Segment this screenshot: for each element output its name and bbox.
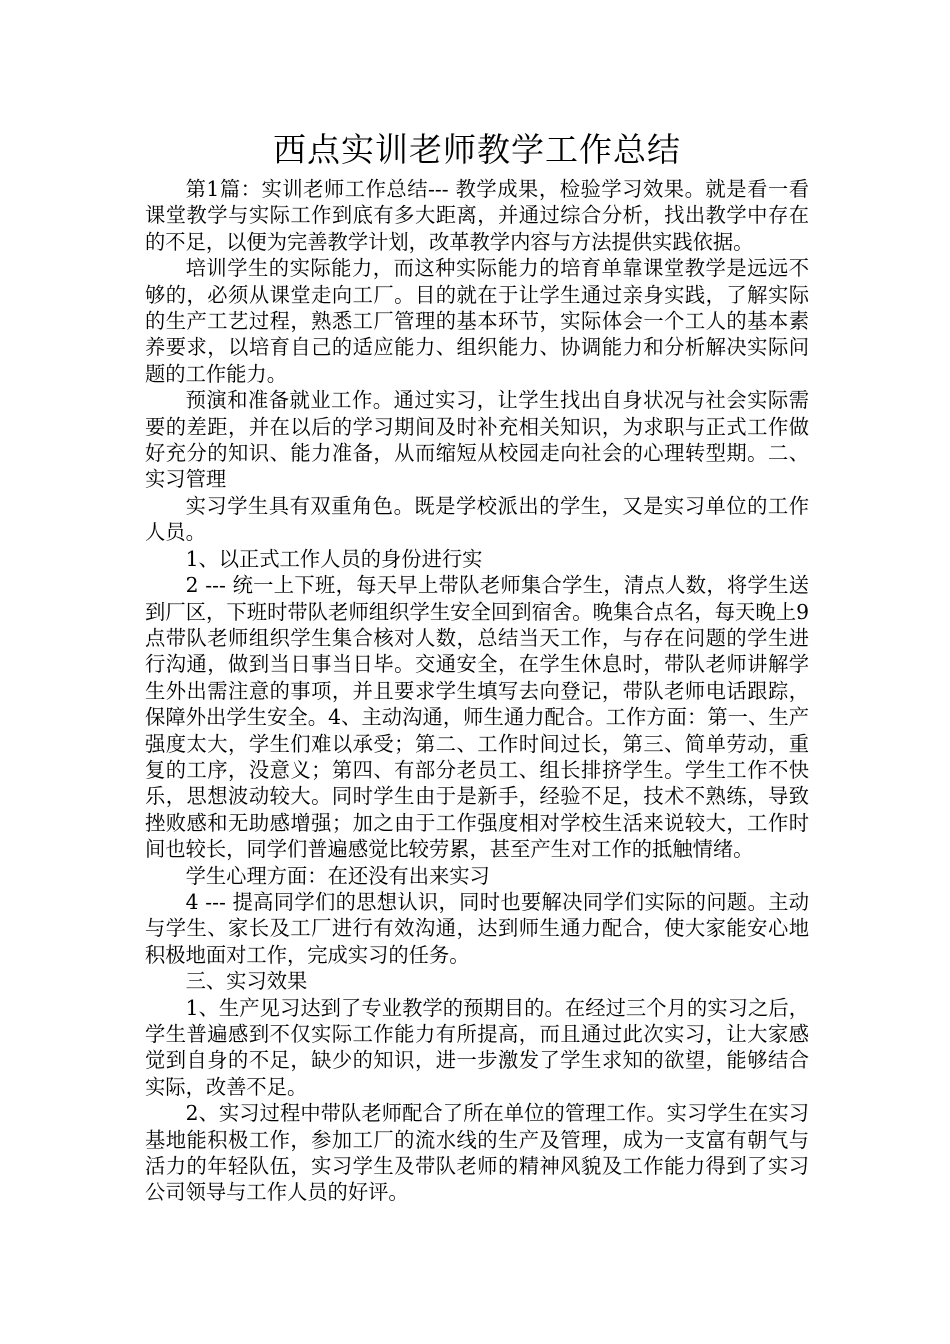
paragraph-7: 学生心理方面：在还没有出来实习 [185,863,490,888]
paragraph-2: 培训学生的实际能力，而这种实际能力的培育单靠课堂教学是远远不够的，必须从课堂走向工厂。目的就在于让学生通过亲身实践，了解实际的生产工艺过程，熟悉工厂管理的基本环节，实际体会一个工人的基本素养要求，以培育自己的适应能力、组织能力、协调能力和分析解决实际问题的工作能力。 [145,256,809,386]
paragraph-5: 1、以正式工作人员的身份进行实 [185,546,483,571]
section-heading-results: 三、实习效果 [185,969,308,994]
paragraph-6: 2 --- 统一上下班，每天早上带队老师集合学生，清点人数，将学生送到厂区，下班时带队老师组织学生安全回到宿舍。晚集合点名，每天晚上9点带队老师组织学生集合核对人数，总结当天工作，与存在问题的学生进行沟通，做到当日事当日毕。交通安全，在学生休息时，带队老师讲解学生外出需注意的事项，并且要求学生填写去向登记，带队老师电话跟踪，保障外出学生安全。4、主动沟通，师生通力配合。工作方面：第一、生产强度太大，学生们难以承受；第二、工作时间过长，第三、简单劳动，重复的工序，没意义；第四、有部分老员工、组长排挤学生。学生工作不快乐，思想波动较大。同时学生由于是新手，经验不足，技术不熟练，导致挫败感和无助感增强；加之由于工作强度相对学校生活来说较大，工作时间也较长，同学们普遍感觉比较劳累，甚至产生对工作的抵触情绪。 [145,573,809,862]
paragraph-11: 2、实习过程中带队老师配合了所在单位的管理工作。实习学生在实习基地能积极工作，参加工厂的流水线的生产及管理，成为一支富有朝气与活力的年轻队伍，实习学生及带队老师的精神风貌及工作能力得到了实习公司领导与工作人员的好评。 [145,1101,809,1205]
paragraph-8: 4 --- 提高同学们的思想认识，同时也要解决同学们实际的问题。主动与学生、家长及工厂进行有效沟通，达到师生通力配合，使大家能安心地积极地面对工作，完成实习的任务。 [145,889,809,967]
paragraph-1: 第1篇：实训老师工作总结--- 教学成果，检验学习效果。就是看一看课堂教学与实际工作到底有多大距离，并通过综合分析，找出教学中存在的不足，以便为完善教学计划，改革教学内容与方法提供实践依据。 [145,177,809,254]
document-page [145,128,809,1206]
document-title: 西点实训老师教学工作总结 [273,130,681,169]
paragraph-3: 预演和准备就业工作。通过实习，让学生找出自身状况与社会实际需要的差距，并在以后的学习期间及时补充相关知识，为求职与正式工作做好充分的知识、能力准备，从而缩短从校园走向社会的心理转型期。二、实习管理 [145,388,809,492]
paragraph-10: 1、生产见习达到了专业教学的预期目的。在经过三个月的实习之后，学生普遍感到不仅实际工作能力有所提高，而且通过此次实习，让大家感觉到自身的不足，缺少的知识，进一步激发了学生求知的欲望，能够结合实际，改善不足。 [145,995,809,1099]
paragraph-4: 实习学生具有双重角色。既是学校派出的学生，又是实习单位的工作人员。 [145,493,809,545]
